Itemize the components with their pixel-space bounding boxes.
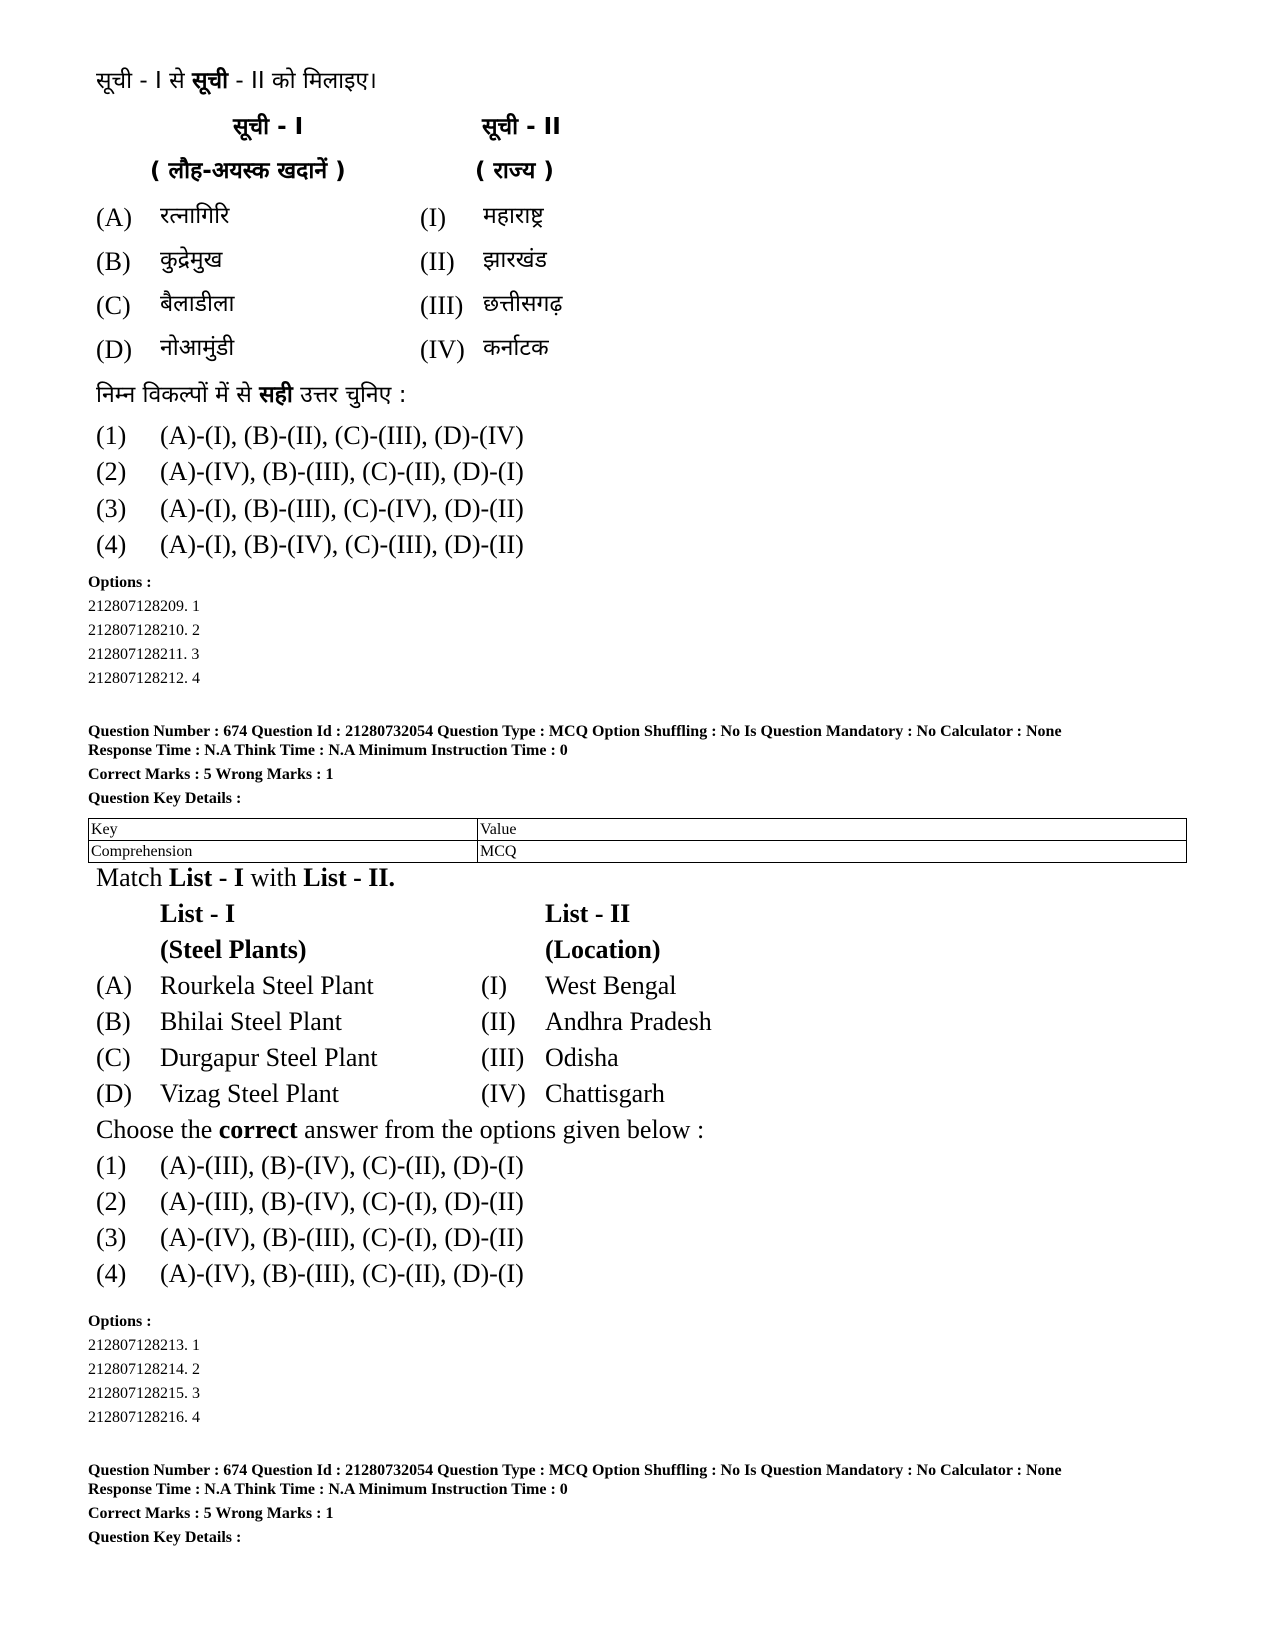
q2-row-item-b: Bhilai Steel Plant bbox=[160, 1007, 342, 1036]
q1-answer-num-3: (3) bbox=[96, 494, 127, 523]
q2-row-item-a: Rourkela Steel Plant bbox=[160, 971, 374, 1000]
meta2-marks-info: Correct Marks : 5 Wrong Marks : 1 bbox=[88, 1505, 334, 1522]
q1-row-value-a: महाराष्ट्र bbox=[483, 203, 544, 229]
q2-row-value-d: Chattisgarh bbox=[545, 1079, 665, 1108]
meta1-marks-info: Correct Marks : 5 Wrong Marks : 1 bbox=[88, 766, 334, 783]
q2-answer-num-4: (4) bbox=[96, 1259, 127, 1288]
q2-row-value-a: West Bengal bbox=[545, 971, 677, 1000]
q2-option-2: 212807128214. 2 bbox=[88, 1361, 200, 1378]
q1-list2-header: सूची - II bbox=[482, 114, 561, 140]
q1-row-value-c: छत्तीसगढ़ bbox=[483, 291, 563, 317]
q2-answer-text-2: (A)-(III), (B)-(IV), (C)-(I), (D)-(II) bbox=[160, 1187, 524, 1216]
q1-answer-text-2: (A)-(IV), (B)-(III), (C)-(II), (D)-(I) bbox=[160, 457, 524, 486]
q1-row-roman-d: (IV) bbox=[420, 335, 465, 364]
q2-row-item-d: Vizag Steel Plant bbox=[160, 1079, 339, 1108]
q2-row-value-c: Odisha bbox=[545, 1043, 619, 1072]
q1-option-4: 212807128212. 4 bbox=[88, 670, 200, 687]
q2-list2-subheader: (Location) bbox=[545, 935, 661, 964]
q2-list2-header: List - II bbox=[545, 899, 631, 928]
q1-row-roman-a: (I) bbox=[420, 203, 446, 232]
q2-options-label: Options : bbox=[88, 1313, 152, 1330]
q2-answer-num-1: (1) bbox=[96, 1151, 127, 1180]
q1-row-item-c: बैलाडीला bbox=[160, 291, 235, 317]
q2-answer-num-3: (3) bbox=[96, 1223, 127, 1252]
q1-options-label: Options : bbox=[88, 574, 152, 591]
q1-row-roman-b: (II) bbox=[420, 247, 455, 276]
q1-answer-num-4: (4) bbox=[96, 530, 127, 559]
q1-row-letter-d: (D) bbox=[96, 335, 133, 364]
q2-row-roman-d: (IV) bbox=[481, 1079, 526, 1108]
q1-row-item-b: कुद्रेमुख bbox=[160, 247, 223, 273]
q2-option-4: 212807128216. 4 bbox=[88, 1409, 200, 1426]
meta1-question-info: Question Number : 674 Question Id : 21280732054 Question Type : MCQ Option Shuffling : No Is Question Mandatory : No Calculator : None bbox=[88, 723, 1062, 740]
q2-answer-num-2: (2) bbox=[96, 1187, 127, 1216]
q1-row-letter-a: (A) bbox=[96, 203, 133, 232]
meta2-key-details-label: Question Key Details : bbox=[88, 1529, 242, 1546]
q2-row-letter-a: (A) bbox=[96, 971, 133, 1000]
q2-option-3: 212807128215. 3 bbox=[88, 1385, 200, 1402]
table-header-key: Key bbox=[89, 819, 478, 841]
table-row bbox=[89, 841, 1187, 863]
q2-row-letter-c: (C) bbox=[96, 1043, 131, 1072]
meta2-question-info: Question Number : 674 Question Id : 21280732054 Question Type : MCQ Option Shuffling : No Is Question Mandatory : No Calculator : None bbox=[88, 1462, 1062, 1479]
q2-answer-text-1: (A)-(III), (B)-(IV), (C)-(II), (D)-(I) bbox=[160, 1151, 524, 1180]
q1-answer-text-3: (A)-(I), (B)-(III), (C)-(IV), (D)-(II) bbox=[160, 494, 524, 523]
table-cell-key: Comprehension bbox=[89, 841, 478, 863]
q2-row-roman-b: (II) bbox=[481, 1007, 516, 1036]
meta1-key-details-label: Question Key Details : bbox=[88, 790, 242, 807]
q1-list1-header: सूची - I bbox=[233, 114, 304, 140]
q2-row-roman-c: (III) bbox=[481, 1043, 525, 1072]
q2-answer-text-3: (A)-(IV), (B)-(III), (C)-(I), (D)-(II) bbox=[160, 1223, 524, 1252]
q1-title: सूची - I से सूची - II को मिलाइए। bbox=[96, 68, 377, 94]
q1-row-value-b: झारखंड bbox=[483, 247, 547, 273]
q1-list2-subheader: ( राज्य ) bbox=[475, 158, 554, 184]
q2-option-1: 212807128213. 1 bbox=[88, 1337, 200, 1354]
q1-row-roman-c: (III) bbox=[420, 291, 464, 320]
table-row bbox=[89, 819, 1187, 841]
q1-row-item-d: नोआमुंडी bbox=[160, 335, 235, 361]
q1-answer-text-1: (A)-(I), (B)-(II), (C)-(III), (D)-(IV) bbox=[160, 421, 524, 450]
q1-answer-text-4: (A)-(I), (B)-(IV), (C)-(III), (D)-(II) bbox=[160, 530, 524, 559]
q1-list1-subheader: ( लौह-अयस्क खदानें ) bbox=[150, 158, 346, 184]
q2-row-letter-d: (D) bbox=[96, 1079, 133, 1108]
q1-answer-num-2: (2) bbox=[96, 457, 127, 486]
meta1-timing-info: Response Time : N.A Think Time : N.A Minimum Instruction Time : 0 bbox=[88, 742, 568, 759]
q1-row-letter-c: (C) bbox=[96, 291, 131, 320]
q1-row-item-a: रत्नागिरि bbox=[160, 203, 230, 229]
q2-list1-header: List - I bbox=[160, 899, 236, 928]
q2-row-item-c: Durgapur Steel Plant bbox=[160, 1043, 378, 1072]
q2-row-value-b: Andhra Pradesh bbox=[545, 1007, 712, 1036]
q1-row-value-d: कर्नाटक bbox=[483, 335, 549, 361]
q2-row-letter-b: (B) bbox=[96, 1007, 131, 1036]
table-header-value: Value bbox=[478, 819, 1187, 841]
table-cell-value: MCQ bbox=[478, 841, 1187, 863]
q2-answer-text-4: (A)-(IV), (B)-(III), (C)-(II), (D)-(I) bbox=[160, 1259, 524, 1288]
q2-row-roman-a: (I) bbox=[481, 971, 507, 1000]
meta2-timing-info: Response Time : N.A Think Time : N.A Minimum Instruction Time : 0 bbox=[88, 1481, 568, 1498]
q1-option-1: 212807128209. 1 bbox=[88, 598, 200, 615]
q2-list1-subheader: (Steel Plants) bbox=[160, 935, 307, 964]
q1-option-2: 212807128210. 2 bbox=[88, 622, 200, 639]
q2-title: Match List - I with List - II. bbox=[96, 863, 396, 892]
q1-choose-instruction: निम्न विकल्पों में से सही उत्तर चुनिए : bbox=[96, 382, 407, 408]
q2-choose-instruction: Choose the correct answer from the options given below : bbox=[96, 1115, 705, 1144]
q1-row-letter-b: (B) bbox=[96, 247, 131, 276]
question-key-table bbox=[88, 818, 1187, 863]
q1-answer-num-1: (1) bbox=[96, 421, 127, 450]
q1-option-3: 212807128211. 3 bbox=[88, 646, 200, 663]
